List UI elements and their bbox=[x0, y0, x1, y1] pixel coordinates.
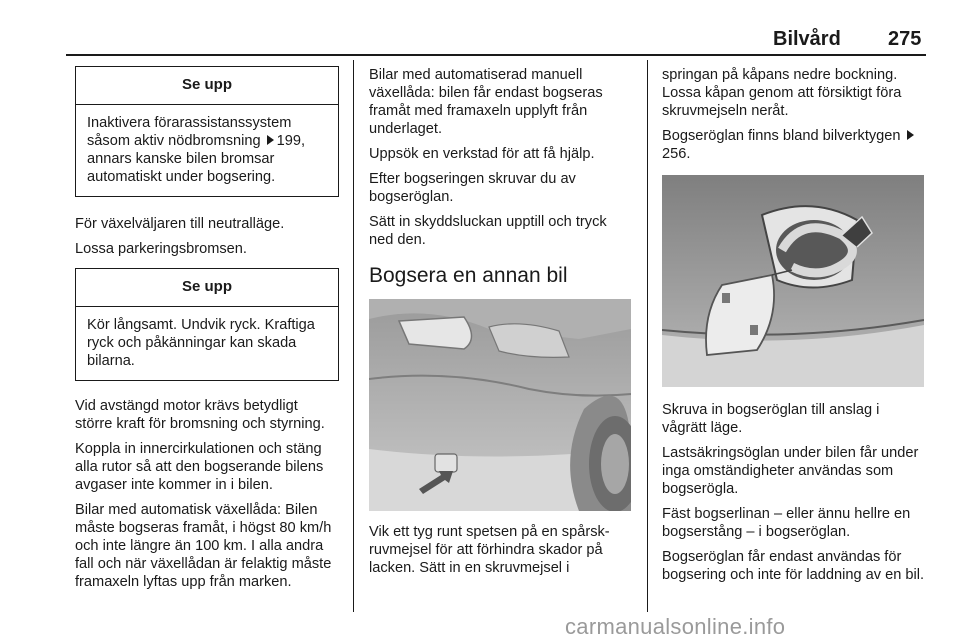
paragraph: Bilar med automatiserad manuell växellåda: bilen får endast bogseras framåt med framaxeln upplyft från underlaget. bbox=[369, 67, 603, 137]
caution-body bbox=[76, 105, 338, 196]
paragraph: Sätt in skyddsluckan upptill och tryck ned den. bbox=[369, 214, 607, 248]
caution-box-2 bbox=[75, 268, 339, 381]
watermark: carmanualsonline.info bbox=[565, 614, 786, 639]
right-column bbox=[662, 60, 928, 591]
caution-box-1 bbox=[75, 66, 339, 197]
paragraph: Bogseröglan får endast användas för bogsering och inte för laddning av en bil. bbox=[662, 549, 925, 583]
page-ref[interactable]: 199, bbox=[276, 133, 306, 149]
paragraph: Lossa parkeringsbromsen. bbox=[75, 241, 247, 257]
paragraph bbox=[662, 127, 928, 163]
paragraph: Vid avstängd motor krävs betydligt större kraft för bromsning och styrning. bbox=[75, 398, 325, 432]
page-ref-arrow-icon bbox=[267, 135, 274, 145]
paragraph: Efter bogseringen skruvar du av bogseröglan. bbox=[369, 171, 576, 205]
page-ref-arrow-icon bbox=[907, 130, 914, 140]
middle-column bbox=[369, 60, 634, 584]
paragraph: springan på kåpans nedre bockning. Lossa kåpan genom att försiktigt föra skruvmejseln neråt. bbox=[662, 67, 902, 119]
caution-text: Inaktivera förarassistanssystem såsom aktiv nödbromsning bbox=[87, 115, 292, 149]
paragraph: Lastsäkringsöglan under bilen får under inga omständigheter användas som bogserögla. bbox=[662, 445, 919, 497]
left-column bbox=[75, 60, 339, 598]
paragraph: Koppla in innercirkulationen och stäng alla rutor så att den bogserande bilens avgaser inte kommer in i bilen. bbox=[75, 441, 324, 493]
tow-eye-illustration bbox=[662, 175, 924, 387]
paragraph: Uppsök en verkstad för att få hjälp. bbox=[369, 146, 595, 162]
paragraph-text: Bogseröglan finns bland bilverktygen bbox=[662, 128, 901, 144]
section-title: Bilvård bbox=[773, 28, 841, 50]
paragraph: Skruva in bogseröglan till anslag i vågrätt läge. bbox=[662, 402, 880, 436]
section-heading: Bogsera en annan bil bbox=[369, 264, 568, 287]
column-divider-1 bbox=[353, 60, 354, 612]
caution-text-cont: annars kanske bilen bromsar automatiskt under bogsering. bbox=[87, 151, 276, 185]
paragraph: Vik ett tyg runt spetsen på en spårskruvmejsel för att förhindra skador på lacken. Sätt in en skruvmejsel i bbox=[369, 524, 610, 576]
caution-title: Se upp bbox=[76, 269, 338, 307]
page-ref[interactable]: 256. bbox=[662, 146, 691, 162]
page-number: 275 bbox=[888, 28, 922, 50]
paragraph: För växelväljaren till neutralläge. bbox=[75, 216, 285, 232]
caution-body: Kör långsamt. Undvik ryck. Kraftiga ryck och påkänningar kan skada bilarna. bbox=[87, 317, 315, 369]
paragraph: Bilar med automatisk växellåda: Bilen måste bogseras framåt, i högst 80 km/h och inte längre än 100 km. I alla andra fall och när växellådan är felaktig måste framaxeln lyftas upp från marken. bbox=[75, 502, 332, 590]
caution-title: Se upp bbox=[76, 67, 338, 105]
paragraph: Fäst bogserlinan – eller ännu hellre en bogserstång – i bogseröglan. bbox=[662, 506, 911, 540]
header-rule bbox=[66, 54, 926, 56]
column-divider-2 bbox=[647, 60, 648, 612]
car-rear-illustration bbox=[369, 299, 631, 511]
